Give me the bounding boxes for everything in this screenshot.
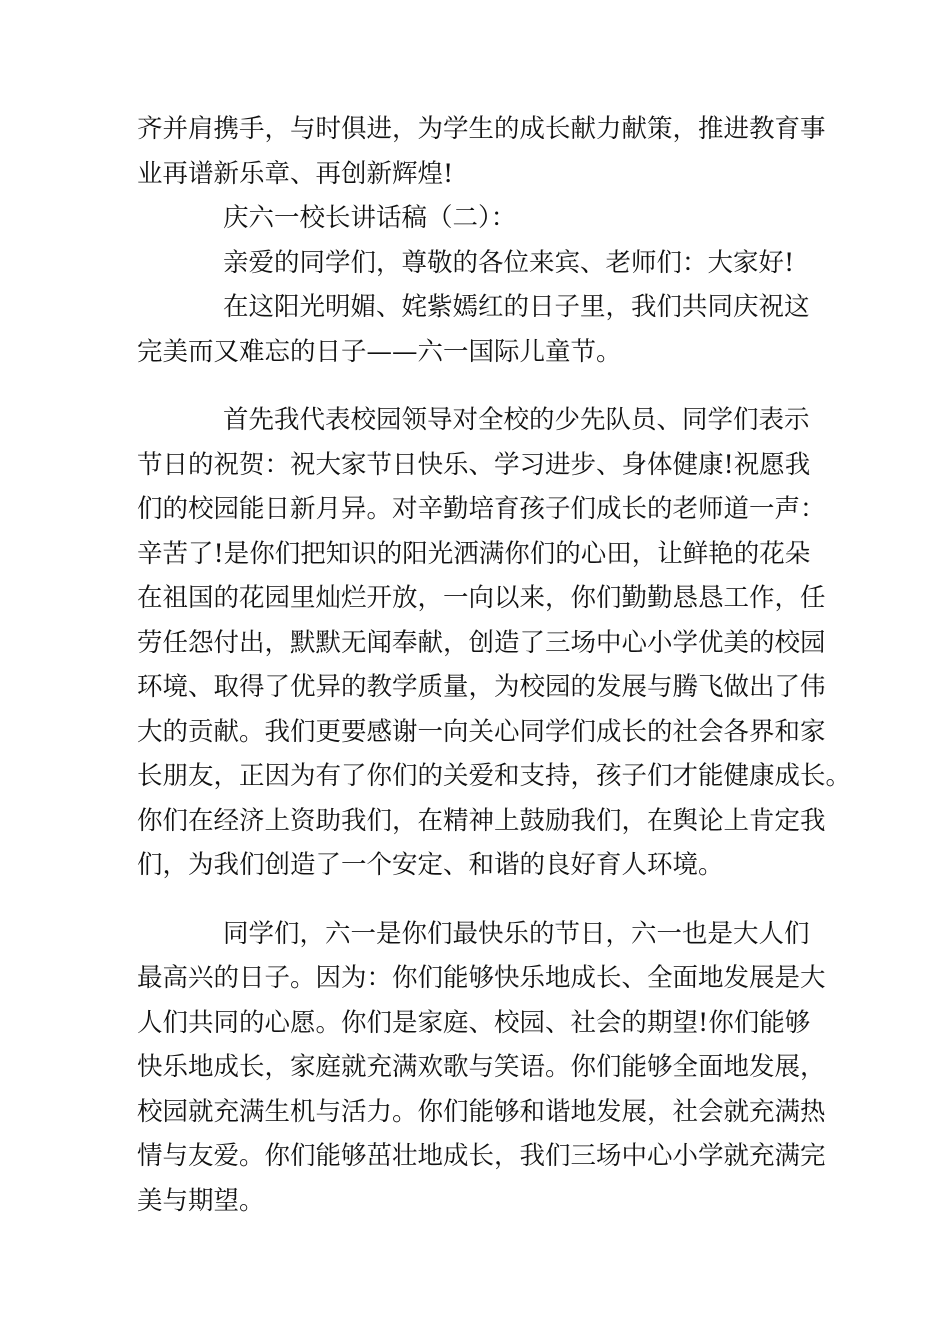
text-line: 同学们，六一是你们最快乐的节日，六一也是大人们 [223,918,810,949]
paragraph-gap [137,888,837,912]
text-line: 最高兴的日子。因为：你们能够快乐地成长、全面地发展是大 [137,963,826,993]
text-line: 在祖国的花园里灿烂开放，一向以来，你们勤勤恳恳工作，任 [137,583,826,613]
text-line: 们，为我们创造了一个安定、和谐的良好育人环境。 [137,850,724,880]
text-line: 情与友爱。你们能够茁壮地成长，我们三场中心小学就充满完 [137,1141,826,1171]
text-line: 齐并肩携手，与时俱进，为学生的成长献力献策，推进教育事 [137,114,826,144]
document-body [137,107,852,1223]
text-line: 校园就充满生机与活力。你们能够和谐地发展，社会就充满热 [137,1096,826,1127]
text-line: 首先我代表校园领导对全校的少先队员、同学们表示 [223,405,810,435]
salutation: 亲爱的同学们，尊敬的各位来宾、老师们：大家好! [223,247,795,278]
text-line: 完美而又难忘的日子——六一国际儿童节。 [137,336,622,367]
text-line: 在这阳光明媚、姹紫嫣红的日子里，我们共同庆祝这 [223,292,810,322]
paragraph-gap [137,374,837,398]
text-line: 辛苦了!是你们把知识的阳光洒满你们的心田，让鲜艳的花朵 [137,538,811,569]
text-line: 节日的祝贺：祝大家节日快乐、学习进步、身体健康!祝愿我 [137,449,811,480]
text-line: 美与期望。 [137,1185,265,1216]
text-line: 环境、取得了优异的教学质量，为校园的发展与腾飞做出了伟 [137,672,826,702]
text-line: 业再谱新乐章、再创新辉煌! [137,158,454,189]
text-line: 你们在经济上资助我们，在精神上鼓励我们，在舆论上肯定我 [137,805,826,836]
section-title: 庆六一校长讲话稿（二）： [223,203,517,233]
text-line: 快乐地成长，家庭就充满欢歌与笑语。你们能够全面地发展， [137,1052,826,1082]
text-line: 长朋友，正因为有了你们的关爱和支持，孩子们才能健康成长。 [137,761,852,791]
text-line: 们的校园能日新月异。对辛勤培育孩子们成长的老师道一声： [137,494,826,524]
text-line: 劳任怨付出，默默无闻奉献，创造了三场中心小学优美的校园 [137,627,826,658]
text-line: 人们共同的心愿。你们是家庭、校园、社会的期望!你们能够 [137,1007,811,1038]
text-line: 大的贡献。我们更要感谢一向关心同学们成长的社会各界和家 [137,716,826,747]
